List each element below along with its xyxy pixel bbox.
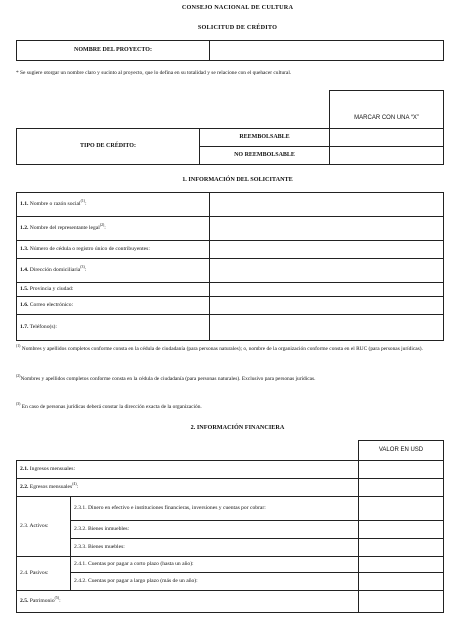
row-2-3-3-label: 2.3.3. Bienes muebles: [71,539,359,557]
row-1-5-field[interactable] [210,283,444,297]
row-2-5-label: 2.5. Patrimonio$^{(5)}$: [17,591,359,613]
row-1-4-field[interactable] [210,259,444,283]
row-2-5-value[interactable] [359,591,444,613]
row-1-1-label: 1.1. Nombre o razón social$^{(1)}$: [17,193,210,217]
row-2-1-value[interactable] [359,461,444,479]
row-1-1-field[interactable] [210,193,444,217]
option-reembolsable: REEMBOLSABLE [200,129,330,147]
row-2-3-2-label: 2.3.2. Bienes inmuebles: [71,521,359,539]
footnote-2: $^{(2)}$Nombres y apellidos completos conforme consta en la cédula de ciudadanía (para personas naturales). Exclusivo para personas jurídicas. [16,374,316,382]
row-2-4-2-value[interactable] [359,573,444,591]
row-2-4-1-label: 2.4.1. Cuentas por pagar a corto plazo (hasta un año): [71,557,359,573]
footnote-1: $^{(1)}$ Nombres y apellidos completos conforme consta en la cédula de ciudadanía (para personas naturales); o, nombre de la organización conforme consta en el RUC (para personas jurídicas). [16,344,423,352]
row-2-2-label: 2.2. Egresos mensuales$^{(4)}$: [17,479,359,497]
row-2-3-1-value[interactable] [359,497,444,521]
mark-no-reembolsable-cell[interactable] [330,147,444,165]
row-1-7-field[interactable] [210,315,444,341]
row-2-3-2-value[interactable] [359,521,444,539]
pasivos-label: 2.4. Pasivos: [17,557,71,591]
row-2-4-1-value[interactable] [359,557,444,573]
financial-table [16,440,444,613]
credit-type-label: TIPO DE CRÉDITO: [17,129,200,165]
activos-label: 2.3. Activos: [17,497,71,557]
project-name-field[interactable] [210,41,444,61]
row-1-2-label: 1.2. Nombre del representante legal$^{(2)}$: [17,217,210,241]
footnote-3: $^{(3)}$ En caso de personas jurídicas deberá constar la dirección exacta de la organización. [16,402,202,410]
project-name-label: NOMBRE DEL PROYECTO: [17,41,210,61]
row-1-3-label: 1.3. Número de cédula o registro único de contribuyentes: [17,241,210,259]
row-2-2-value[interactable] [359,479,444,497]
row-1-6-field[interactable] [210,297,444,315]
row-1-4-label: 1.4. Dirección domiciliaria$^{(3)}$: [17,259,210,283]
row-1-2-field[interactable] [210,217,444,241]
row-2-3-1-label: 2.3.1. Dinero en efectivo e instituciones financieras, inversiones y cuentas por cobrar: [71,497,359,521]
row-2-4-2-label: 2.4.2. Cuentas por pagar a largo plazo (más de un año): [71,573,359,591]
project-table [16,40,444,61]
mark-reembolsable-cell[interactable] [330,129,444,147]
applicant-table [16,192,444,341]
section-2-title: 2. INFORMACIÓN FINANCIERA [190,424,285,431]
option-no-reembolsable: NO REEMBOLSABLE [200,147,330,165]
org-name: CONSEJO NACIONAL DE CULTURA [181,4,294,11]
row-1-6-label: 1.6. Correo electrónico: [17,297,210,315]
row-1-5-label: 1.5. Provincia y ciudad: [17,283,210,297]
section-1-title: 1. INFORMACIÓN DEL SOLICITANTE [182,176,293,183]
mark-header: MARCAR CON UNA “X” [330,91,444,129]
form-title: SOLICITUD DE CRÉDITO [197,24,278,31]
project-note: * Se sugiere otorgar un nombre claro y sucinto al proyecto, que lo defina en su totalidad y se relacione con el quehacer cultural. [16,70,292,76]
credit-type-table [16,90,444,165]
value-usd-header: VALOR EN USD [359,441,444,461]
row-1-3-field[interactable] [210,241,444,259]
row-1-7-label: 1.7. Teléfono(s): [17,315,210,341]
row-2-3-3-value[interactable] [359,539,444,557]
row-2-1-label: 2.1. Ingresos mensuales: [17,461,359,479]
